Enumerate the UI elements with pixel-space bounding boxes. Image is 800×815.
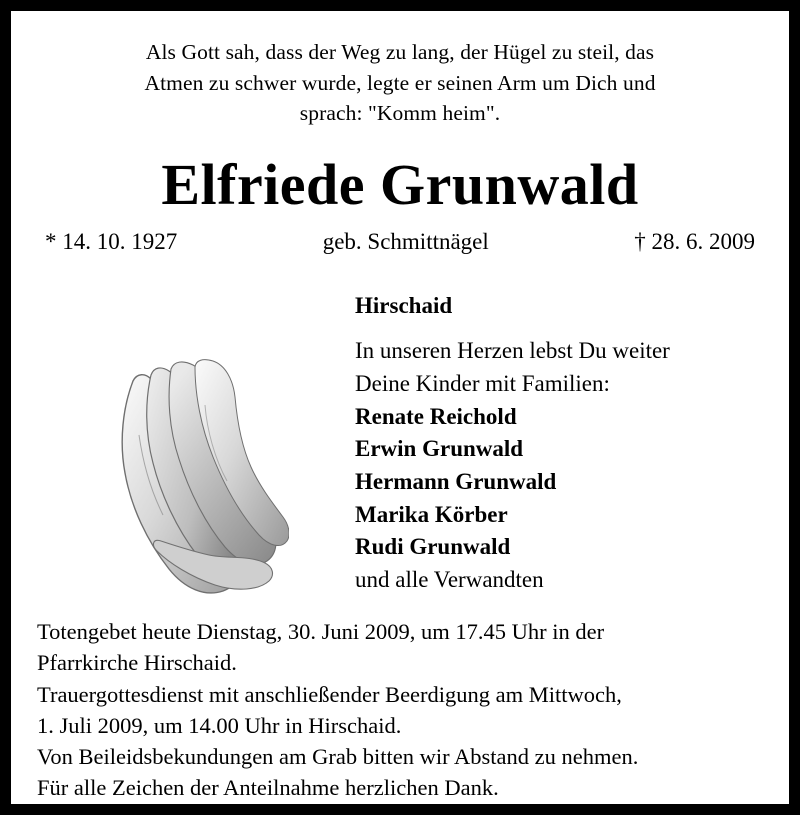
middle-section	[37, 335, 763, 600]
service-line: Totengebet heute Dienstag, 30. Juni 2009, um 17.45 Uhr in der	[37, 619, 605, 645]
deceased-name: Elfriede Grunwald	[161, 151, 639, 217]
family-closing: und alle Verwandten	[355, 567, 544, 593]
verse-line-1: Als Gott sah, dass der Weg zu lang, der Hügel zu steil, das	[145, 40, 655, 64]
service-line: Für alle Zeichen der Anteilnahme herzlichen Dank.	[37, 774, 499, 800]
life-dates	[37, 229, 763, 255]
maiden-name: geb. Schmittnägel	[322, 229, 489, 255]
verse-block	[59, 37, 741, 129]
family-member: Hermann Grunwald	[355, 469, 557, 495]
family-intro-line-2: Deine Kinder mit Familien:	[355, 371, 610, 397]
family-intro-line-1: In unseren Herzen lebst Du weiter	[355, 338, 670, 364]
family-member: Marika Körber	[355, 501, 508, 527]
verse-line-2: Atmen zu schwer wurde, legte er seinen Arm um Dich und	[144, 70, 656, 95]
family-member: Erwin Grunwald	[355, 436, 524, 462]
family-block	[355, 335, 763, 596]
service-line: Pfarrkirche Hirschaid.	[37, 650, 237, 676]
service-details	[37, 616, 763, 802]
praying-hands-icon	[99, 345, 289, 600]
verse-line-3: sprach: "Komm heim".	[299, 101, 501, 126]
birth-date: * 14. 10. 1927	[45, 229, 178, 255]
place-name: Hirschaid	[355, 293, 453, 319]
family-member: Renate Reichold	[355, 403, 517, 429]
service-line: Von Beileidsbekundungen am Grab bitten wir Abstand zu nehmen.	[37, 743, 639, 769]
service-line: 1. Juli 2009, um 14.00 Uhr in Hirschaid.	[37, 712, 402, 738]
death-date: † 28. 6. 2009	[634, 229, 755, 255]
family-member: Rudi Grunwald	[355, 534, 511, 560]
service-line: Trauergottesdienst mit anschließender Beerdigung am Mittwoch,	[37, 681, 622, 707]
